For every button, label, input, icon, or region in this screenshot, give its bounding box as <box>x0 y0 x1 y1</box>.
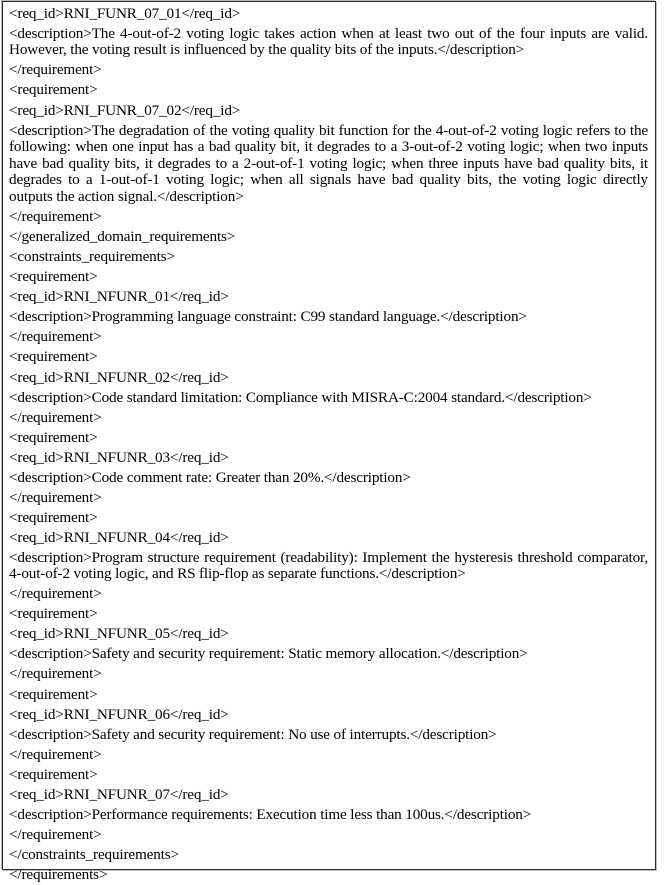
xml-line: </requirement> <box>9 585 102 603</box>
xml-line: </requirement> <box>9 208 102 226</box>
xml-line: <req_id>RNI_FUNR_07_02</req_id> <box>9 101 241 119</box>
xml-line: <constraints_requirements> <box>9 248 175 266</box>
xml-line: <requirement> <box>9 605 98 623</box>
xml-line: <req_id>RNI_NFUNR_07</req_id> <box>9 785 229 803</box>
xml-line: </requirement> <box>9 665 102 683</box>
xml-line: </requirement> <box>9 488 102 506</box>
xml-line: </requirement> <box>9 825 102 843</box>
xml-line: <description>Code comment rate: Greater than 20%.</description> <box>9 468 411 486</box>
xml-line: <description>Safety and security requirement: No use of interrupts.</description> <box>9 725 497 743</box>
xml-line: <req_id>RNI_FUNR_07_01</req_id> <box>9 5 241 22</box>
xml-line: <description>The 4-out-of-2 voting logic takes action when at least two out of the four inputs are valid. However, the voting result is influenced by the quality bits of the inputs.</description> <box>9 24 652 59</box>
xml-listing-box <box>2 1 656 883</box>
xml-line: </requirements> <box>9 865 108 883</box>
xml-line: <req_id>RNI_NFUNR_06</req_id> <box>9 705 229 723</box>
xml-line: </requirement> <box>9 408 102 426</box>
xml-line: <description>Code standard limitation: Compliance with MISRA-C:2004 standard.</description> <box>9 388 592 406</box>
xml-line: <requirement> <box>9 685 98 703</box>
xml-line: <requirement> <box>9 348 98 366</box>
xml-line: <description>Performance requirements: Execution time less than 100us.</description> <box>9 805 532 823</box>
xml-line: <requirement> <box>9 428 98 446</box>
xml-listing <box>3 2 655 885</box>
xml-line: <req_id>RNI_NFUNR_04</req_id> <box>9 528 229 546</box>
xml-line: <description>Program structure requirement (readability): Implement the hysteresis threshold comparator, 4-out-of-2 voting logic, and RS flip-flop as separate functions.</description> <box>9 548 652 583</box>
xml-line: </requirement> <box>9 328 102 346</box>
xml-line: <req_id>RNI_NFUNR_01</req_id> <box>9 288 229 306</box>
xml-line: </generalized_domain_requirements> <box>9 228 236 246</box>
xml-line: <req_id>RNI_NFUNR_05</req_id> <box>9 625 229 643</box>
xml-line: </constraints_requirements> <box>9 845 179 863</box>
xml-line: <description>Programming language constraint: C99 standard language.</description> <box>9 308 527 326</box>
xml-line: <req_id>RNI_NFUNR_03</req_id> <box>9 448 229 466</box>
xml-line: <description>Safety and security requirement: Static memory allocation.</description> <box>9 645 528 663</box>
xml-line: <requirement> <box>9 268 98 286</box>
xml-line: <requirement> <box>9 81 98 99</box>
xml-line: <requirement> <box>9 508 98 526</box>
xml-line: </requirement> <box>9 61 102 79</box>
xml-line: </requirement> <box>9 745 102 763</box>
xml-line: <description>The degradation of the voting quality bit function for the 4-out-of-2 voting logic refers to the following: when one input has a bad quality bit, it degrades to a 3-out-of-2 voting logic; when two inputs have bad quality bits, it degrades to a 2-out-of-1 voting logic; when three inputs have bad quality bits, it degrades to a 1-out-of-1 voting logic; when all signals have bad quality bits, the voting logic directly outputs the action signal.</description> <box>9 121 652 205</box>
xml-line: <requirement> <box>9 765 98 783</box>
xml-line: <req_id>RNI_NFUNR_02</req_id> <box>9 368 229 386</box>
